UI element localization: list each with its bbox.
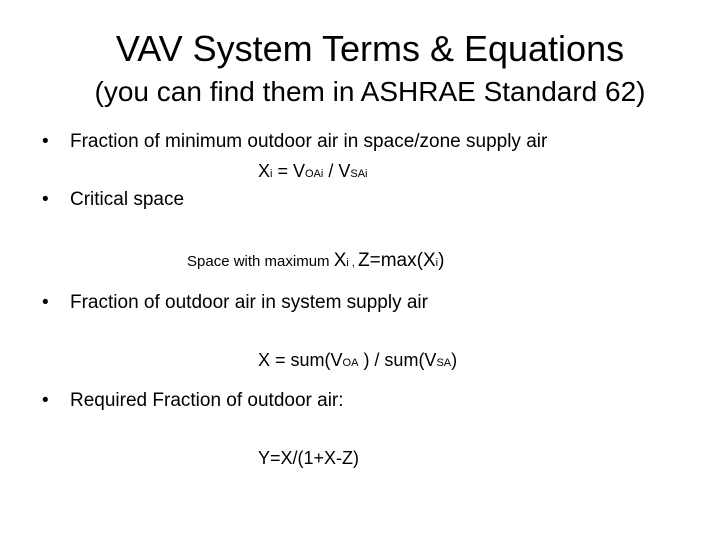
bullet-item-2 [42,189,184,211]
bullet-item-3 [42,292,428,314]
slide-subtitle: (you can find them in ASHRAE Standard 62) [94,76,646,107]
bullet-marker: • [42,292,49,313]
bullet-marker: • [42,131,49,152]
bullet-text: Critical space [70,189,185,210]
bullet-text: Fraction of minimum outdoor air in space/zone supply air [70,131,548,152]
bullet-item-1 [42,131,547,153]
bullet-marker: • [42,390,49,411]
equation-xi: Xi = VOAi / VSAi [258,161,368,181]
equation-y: Y=X/(1+X-Z) [258,448,360,468]
bullet-text: Fraction of outdoor air in system supply air [70,292,428,313]
equation-x-sum: X = sum(VOA ) / sum(VSA) [258,350,458,370]
slide-title: VAV System Terms & Equations [115,28,625,69]
bullet-item-4 [42,390,344,412]
bullet-text: Required Fraction of outdoor air: [70,390,344,411]
bullet-marker: • [42,189,49,210]
equation-critical-space: Space with maximum Xi , Z=max(Xi) [187,250,445,271]
